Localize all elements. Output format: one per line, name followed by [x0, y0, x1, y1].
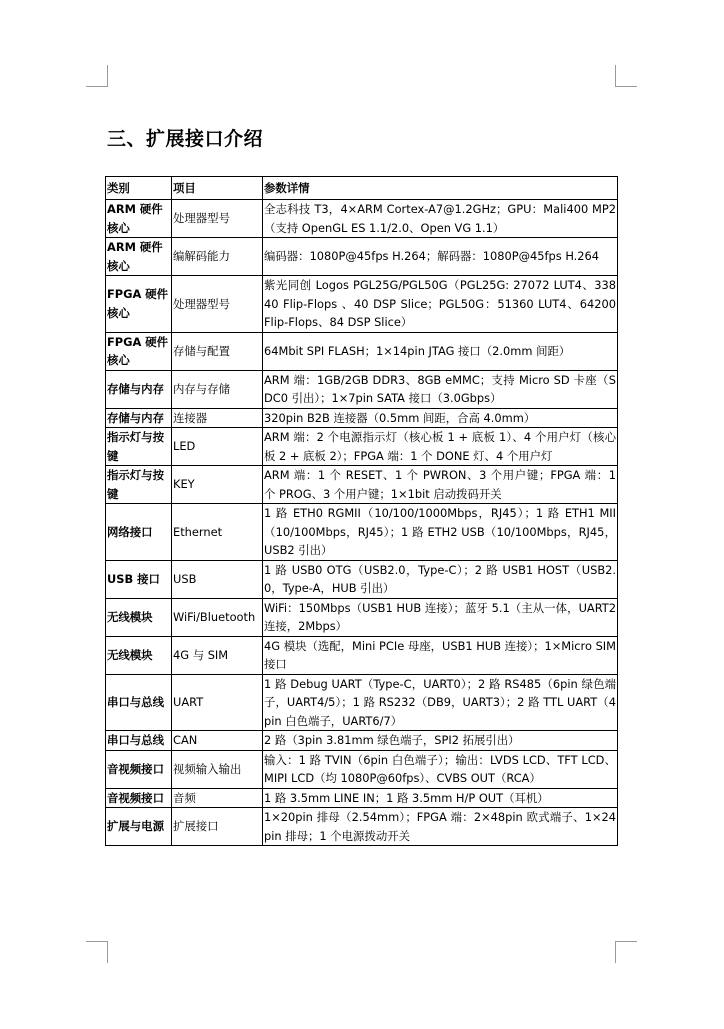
detail-cell: 编码器：1080P@45fps H.264；解码器：1080P@45fps H.264 — [263, 238, 618, 276]
category-cell: 音视频接口 — [106, 788, 172, 808]
header-item: 项目 — [172, 177, 263, 200]
item-cell: 4G 与 SIM — [172, 636, 263, 674]
category-cell: 扩展与电源 — [106, 808, 172, 846]
item-cell: 连接器 — [172, 408, 263, 428]
category-cell: 存储与内存 — [106, 370, 172, 408]
detail-cell: 1 路 ETH0 RGMII（10/100/1000Mbps，RJ45）；1 路 ETH1 MII（10/100Mbps，RJ45）；1 路 ETH2 USB（10/100Mbps，RJ45，USB2 引出） — [263, 504, 618, 561]
header-detail: 参数详情 — [263, 177, 618, 200]
item-cell: 存储与配置 — [172, 332, 263, 370]
category-cell: ARM 硬件核心 — [106, 200, 172, 238]
section-title: 三、扩展接口介绍 — [107, 128, 264, 150]
crop-mark-top-right-v — [615, 65, 616, 87]
item-cell: 音频 — [172, 788, 263, 808]
item-cell: KEY — [172, 466, 263, 504]
table-row — [106, 750, 618, 788]
category-cell: FPGA 硬件核心 — [106, 332, 172, 370]
category-cell: 串口与总线 — [106, 731, 172, 751]
table-row — [106, 466, 618, 504]
item-cell: UART — [172, 674, 263, 731]
category-cell: 无线模块 — [106, 598, 172, 636]
table-row — [106, 332, 618, 370]
detail-cell: 1 路 3.5mm LINE IN；1 路 3.5mm H/P OUT（耳机） — [263, 788, 618, 808]
item-cell: WiFi/Bluetooth — [172, 598, 263, 636]
detail-cell: 64Mbit SPI FLASH；1×14pin JTAG 接口（2.0mm 间距） — [263, 332, 618, 370]
header-row — [106, 177, 618, 200]
table-row — [106, 238, 618, 276]
table-row — [106, 504, 618, 561]
table-row — [106, 408, 618, 428]
item-cell: LED — [172, 428, 263, 466]
item-cell: CAN — [172, 731, 263, 751]
category-cell: 音视频接口 — [106, 750, 172, 788]
detail-cell: WiFi：150Mbps（USB1 HUB 连接）；蓝牙 5.1（主从一体，UART2 连接，2Mbps） — [263, 598, 618, 636]
table-row — [106, 276, 618, 333]
item-cell: 处理器型号 — [172, 200, 263, 238]
category-cell: USB 接口 — [106, 560, 172, 598]
spec-table — [105, 176, 618, 846]
crop-mark-top-left-v — [107, 65, 108, 87]
item-cell: 视频输入输出 — [172, 750, 263, 788]
table-row — [106, 428, 618, 466]
crop-mark-top-right-h — [615, 86, 637, 87]
item-cell: USB — [172, 560, 263, 598]
header-category: 类别 — [106, 177, 172, 200]
crop-mark-bottom-right-v — [615, 941, 616, 963]
category-cell: FPGA 硬件核心 — [106, 276, 172, 333]
table-row — [106, 200, 618, 238]
item-cell: 内存与存储 — [172, 370, 263, 408]
table-row — [106, 674, 618, 731]
category-cell: ARM 硬件核心 — [106, 238, 172, 276]
table-row — [106, 808, 618, 846]
detail-cell: ARM 端：2 个电源指示灯（核心板 1 + 底板 1）、4 个用户灯（核心板 2 + 底板 2）；FPGA 端：1 个 DONE 灯、4 个用户灯 — [263, 428, 618, 466]
detail-cell: 320pin B2B 连接器（0.5mm 间距，合高 4.0mm） — [263, 408, 618, 428]
crop-mark-bottom-left-h — [86, 941, 108, 942]
detail-cell: 1×20pin 排母（2.54mm）；FPGA 端：2×48pin 欧式端子、1×24pin 排母；1 个电源拨动开关 — [263, 808, 618, 846]
item-cell: 编解码能力 — [172, 238, 263, 276]
table-row — [106, 370, 618, 408]
category-cell: 存储与内存 — [106, 408, 172, 428]
detail-cell: 全志科技 T3，4×ARM Cortex-A7@1.2GHz；GPU：Mali400 MP2（支持 OpenGL ES 1.1/2.0、Open VG 1.1） — [263, 200, 618, 238]
table-row — [106, 598, 618, 636]
item-cell: 处理器型号 — [172, 276, 263, 333]
detail-cell: ARM 端：1 个 RESET、1 个 PWRON、3 个用户键；FPGA 端：1 个 PROG、3 个用户键；1×1bit 启动拨码开关 — [263, 466, 618, 504]
detail-cell: 1 路 Debug UART（Type-C，UART0）；2 路 RS485（6pin 绿色端子，UART4/5）；1 路 RS232（DB9，UART3）；2 路 TTL UART（4pin 白色端子，UART6/7） — [263, 674, 618, 731]
category-cell: 无线模块 — [106, 636, 172, 674]
category-cell: 指示灯与按键 — [106, 466, 172, 504]
crop-mark-bottom-right-h — [615, 941, 637, 942]
detail-cell: ARM 端：1GB/2GB DDR3、8GB eMMC；支持 Micro SD 卡座（SDC0 引出）；1×7pin SATA 接口（3.0Gbps） — [263, 370, 618, 408]
category-cell: 串口与总线 — [106, 674, 172, 731]
detail-cell: 输入：1 路 TVIN（6pin 白色端子）；输出：LVDS LCD、TFT LCD、MIPI LCD（均 1080P@60fps）、CVBS OUT（RCA） — [263, 750, 618, 788]
category-cell: 指示灯与按键 — [106, 428, 172, 466]
item-cell: Ethernet — [172, 504, 263, 561]
table-row — [106, 788, 618, 808]
item-cell: 扩展接口 — [172, 808, 263, 846]
table-row — [106, 560, 618, 598]
detail-cell: 4G 模块（选配，Mini PCIe 母座，USB1 HUB 连接）；1×Micro SIM 接口 — [263, 636, 618, 674]
crop-mark-top-left-h — [86, 86, 108, 87]
crop-mark-bottom-left-v — [107, 941, 108, 963]
category-cell: 网络接口 — [106, 504, 172, 561]
table-row — [106, 636, 618, 674]
detail-cell: 紫光同创 Logos PGL25G/PGL50G（PGL25G: 27072 LUT4、33840 Flip-Flops 、40 DSP Slice；PGL50G：51360 LUT4、64200 Flip-Flops、84 DSP Slice） — [263, 276, 618, 333]
detail-cell: 2 路（3pin 3.81mm 绿色端子，SPI2 拓展引出） — [263, 731, 618, 751]
detail-cell: 1 路 USB0 OTG（USB2.0，Type-C）；2 路 USB1 HOST（USB2.0，Type-A，HUB 引出） — [263, 560, 618, 598]
table-row — [106, 731, 618, 751]
